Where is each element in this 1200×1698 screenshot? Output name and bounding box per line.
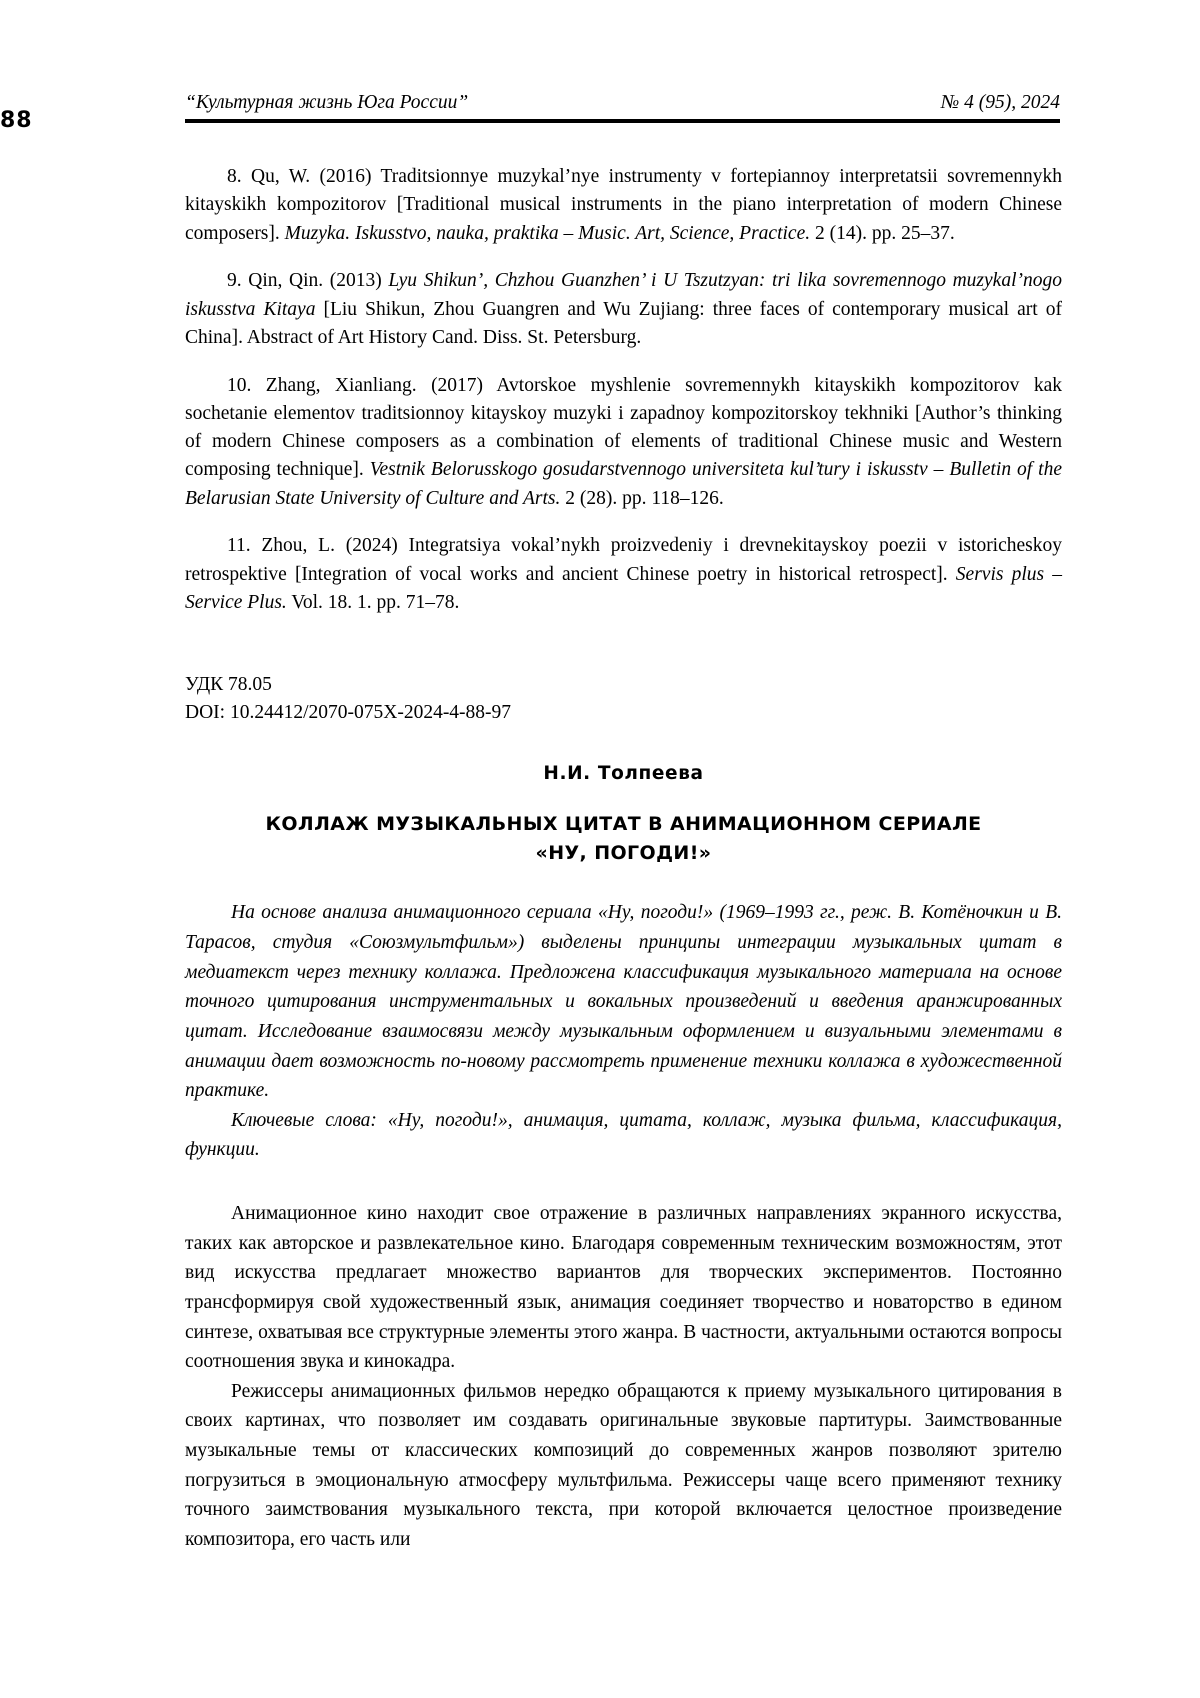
running-head bbox=[140, 92, 1060, 114]
udc-block bbox=[185, 671, 1060, 726]
article-author: Н.И. Толпеева bbox=[543, 762, 704, 784]
issue-label: № 4 (95), 2024 bbox=[940, 92, 1060, 113]
reference-text: 10. Zhang, Xianliang. (2017) Avtorskoe myshlenie sovremennykh kitayskikh kompozitorov kak sochetanie elementov traditsionnoy kitayskoy muzyki i zapadnoy kompozitorskoy tekhniki [Author’s thinking of modern Chinese composers as a combination of elements of traditional Chinese music and Western composing technique]. bbox=[185, 374, 1062, 481]
article-title-line-2: «НУ, ПОГОДИ!» bbox=[535, 842, 712, 865]
abstract-keywords: Ключевые слова: «Ну, погоди!», анимация, цитата, коллаж, музыка фильма, классификация, функции. bbox=[185, 1109, 1062, 1161]
doi-code: DOI: 10.24412/2070-075X-2024-4-88-97 bbox=[185, 701, 512, 723]
body-paragraph: Анимационное кино находит свое отражение в различных направлениях экранного искусства, таких как авторское и развлекательное кино. Благодаря современным техническим возможностям, этот вид искусства предлагает множество вариантов для творческих экспериментов. Постоянно трансформируя свой художественный язык, анимация соединяет творчество и новаторство в едином синтезе, охватывая все структурные элементы этого жанра. В частности, актуальными остаются вопросы соотношения звука и кинокадра. bbox=[185, 1203, 1062, 1373]
body-paragraph: Режиссеры анимационных фильмов нередко обращаются к приему музыкального цитирования в своих картинах, что позволяет им создавать оригинальные звуковые партитуры. Заимствованные музыкальные темы от классических композиций до современных жанров позволяют зрителю погрузиться в эмоциональную атмосферу мультфильма. Режиссеры чаще всего применяют технику точного заимствования музыкального текста, при которой включается целостное произведение композитора, его часть или bbox=[185, 1380, 1062, 1550]
journal-title: “Культурная жизнь Юга России” bbox=[185, 92, 469, 113]
reference-source-title: Servis plus – Service Plus. bbox=[185, 563, 1062, 613]
article-title bbox=[185, 810, 1062, 869]
page-content bbox=[140, 92, 1060, 1555]
references-list bbox=[185, 163, 1062, 617]
reference-text: 8. Qu, W. (2016) Traditsionnye muzykal’nye instrumenty v fortepiannoy interpretatsii sovremennykh kitayskikh kompozitorov [Traditional musical instruments in the piano interpretation of modern Chinese composers]. bbox=[185, 166, 1062, 244]
reference-text: 11. Zhou, L. (2024) Integratsiya vokal’nykh proizvedeniy i drevnekitayskoy poezii v istoricheskoy retrospektive [Integration of vocal works and ancient Chinese poetry in historical retrospect]. bbox=[185, 535, 1062, 585]
article-title-line-1: КОЛЛАЖ МУЗЫКАЛЬНЫХ ЦИТАТ В АНИМАЦИОННОМ СЕРИАЛЕ bbox=[265, 812, 982, 835]
header-divider bbox=[185, 119, 1060, 123]
reference-text: [Liu Shikun, Zhou Guangren and Wu Zujiang: three faces of contemporary musical art of China]. Abstract of Art History Cand. Diss. St. Petersburg. bbox=[185, 298, 1062, 348]
reference-source-title: Lyu Shikun’, Chzhou Guanzhen’ i U Tszutzyan: tri lika sovremennogo muzykal’nogo iskusstva Kitaya bbox=[185, 270, 1062, 320]
article-abstract bbox=[185, 898, 1062, 1165]
reference-item bbox=[185, 163, 1062, 248]
reference-text: 2 (14). pp. 25–37. bbox=[810, 222, 955, 244]
abstract-text: На основе анализа анимационного сериала «Ну, погоди!» (1969–1993 гг., реж. В. Котёночкин и В. Тарасов, студия «Союзмультфильм») выделены принципы интеграции музыкальных цитат в медиатекст через технику коллажа. Предложена классификация музыкального материала на основе точного цитирования инструментальных и вокальных произведений и введения аранжированных цитат. Исследование взаимосвязи между музыкальным оформлением и визуальными элементами в анимации дает возможность по-новому рассмотреть применение техники коллажа в художественной практике. bbox=[185, 902, 1062, 1102]
reference-item bbox=[185, 372, 1062, 513]
reference-text: 9. Qin, Qin. (2013) bbox=[227, 270, 389, 292]
reference-item bbox=[185, 267, 1062, 352]
reference-source-title: Muzyka. Iskusstvo, nauka, praktika – Music. Art, Science, Practice. bbox=[284, 222, 811, 244]
reference-item bbox=[185, 532, 1062, 617]
reference-text: 2 (28). pp. 118–126. bbox=[560, 487, 724, 509]
page-number: 88 bbox=[0, 108, 33, 133]
reference-text: Vol. 18. 1. pp. 71–78. bbox=[286, 591, 460, 613]
reference-source-title: Vestnik Belorusskogo gosudarstvennogo universiteta kul’tury i iskusstv – Bulletin of the Belarusian State University of Culture and Arts. bbox=[185, 459, 1062, 509]
udc-code: УДК 78.05 bbox=[185, 674, 272, 696]
article-body bbox=[185, 1199, 1062, 1555]
